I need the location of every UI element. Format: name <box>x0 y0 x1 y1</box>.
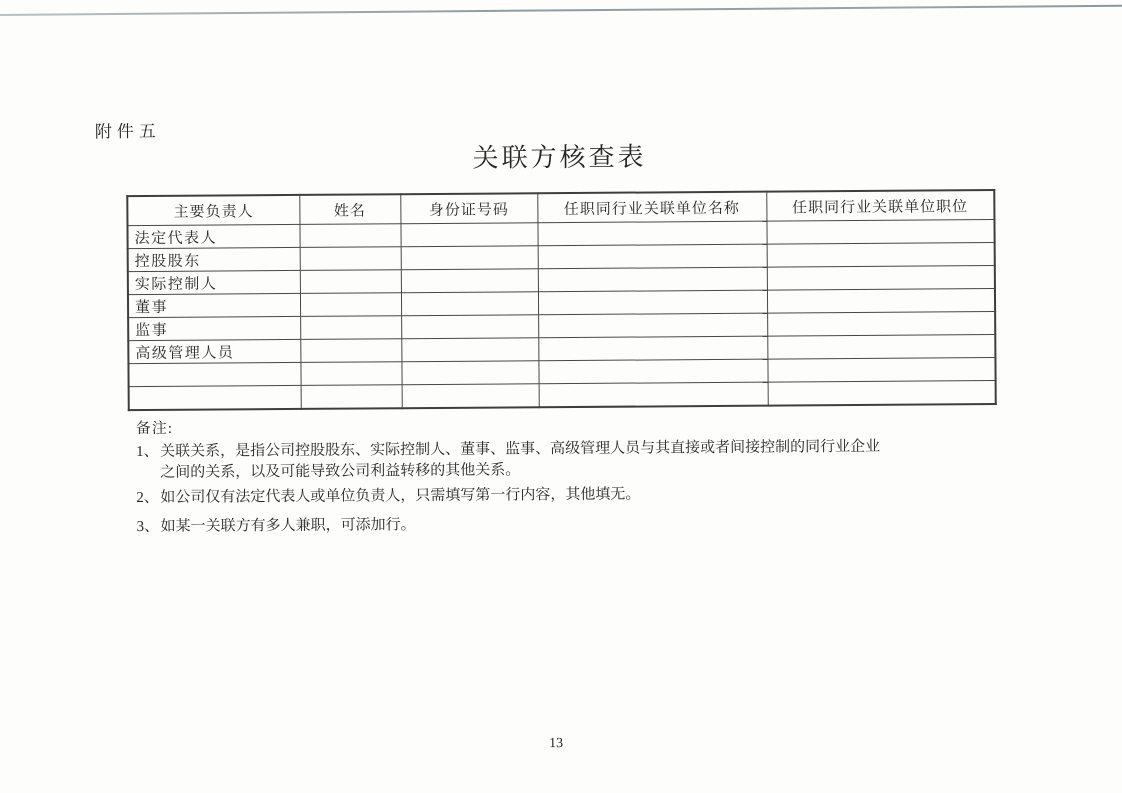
table-cell <box>538 290 767 315</box>
table-cell <box>766 220 994 245</box>
table-cell <box>400 223 537 247</box>
table-cell <box>538 359 767 384</box>
note-item-2 <box>136 483 906 509</box>
table-cell <box>538 244 767 269</box>
note-number: 3、 <box>136 518 160 536</box>
table-cell <box>537 221 766 246</box>
table-cell <box>401 246 538 270</box>
row-label: 实际控制人 <box>128 270 300 294</box>
table-cell <box>401 269 538 293</box>
note-line: 关联关系，是指公司控股股东、实际控制人、董事、监事、高级管理人员与其直接或者间接控制的同行业企业 <box>160 438 881 460</box>
table-cell <box>538 336 767 361</box>
table-cell <box>300 316 401 340</box>
note-text <box>161 512 907 538</box>
note-number: 1、 <box>136 443 159 461</box>
attachment-label: 附件五 <box>94 121 161 142</box>
column-header-unit-position: 任职同行业关联单位职位 <box>766 190 994 221</box>
table-cell <box>538 313 767 338</box>
row-label: 董事 <box>128 293 300 317</box>
table-cell <box>401 315 538 339</box>
table-cell <box>538 267 767 292</box>
row-label <box>129 385 301 410</box>
row-label: 监事 <box>128 316 300 340</box>
table-cell <box>300 362 401 386</box>
table-cell <box>767 243 995 268</box>
note-item-3 <box>137 512 907 538</box>
table-cell <box>767 312 995 337</box>
table-cell <box>401 292 538 316</box>
note-line: 之间的关系，以及可能导致公司利益转移的其他关系。 <box>160 462 521 481</box>
table-cell <box>401 338 538 362</box>
table-row-empty <box>129 381 996 411</box>
table-cell <box>401 361 538 385</box>
table-cell <box>300 247 401 271</box>
notes-label: 备注: <box>135 420 174 438</box>
note-text <box>160 437 906 484</box>
table-cell <box>300 270 401 294</box>
related-party-table <box>126 189 996 411</box>
table-body <box>127 220 995 411</box>
table-cell <box>300 339 401 363</box>
page-number: 13 <box>549 736 564 752</box>
column-header-main-responsible: 主要负责人 <box>127 195 299 226</box>
row-label: 高级管理人员 <box>128 339 300 363</box>
row-label <box>128 362 300 386</box>
note-text <box>160 483 906 509</box>
note-number: 2、 <box>136 489 159 507</box>
row-label: 控股股东 <box>128 247 300 271</box>
table-cell <box>539 382 768 407</box>
note-line: 如公司仅有法定代表人或单位负责人，只需填写第一行内容，其他填无。 <box>160 486 641 506</box>
table-cell <box>767 266 995 291</box>
column-header-name: 姓名 <box>299 194 400 224</box>
document-title: 关联方核查表 <box>472 142 647 173</box>
table-cell <box>402 384 539 408</box>
table-cell <box>301 385 402 409</box>
column-header-id-number: 身份证号码 <box>400 193 537 223</box>
table-cell <box>767 289 995 314</box>
column-header-unit-name: 任职同行业关联单位名称 <box>537 192 766 223</box>
table-cell <box>767 335 995 360</box>
table-cell <box>299 224 400 248</box>
notes-section <box>136 414 907 538</box>
row-label: 法定代表人 <box>127 224 299 248</box>
table-cell <box>300 293 401 317</box>
note-line: 如某一关联方有多人兼职，可添加行。 <box>160 517 416 535</box>
table-cell <box>768 381 996 406</box>
note-item-1 <box>136 437 906 484</box>
table-cell <box>767 358 995 383</box>
